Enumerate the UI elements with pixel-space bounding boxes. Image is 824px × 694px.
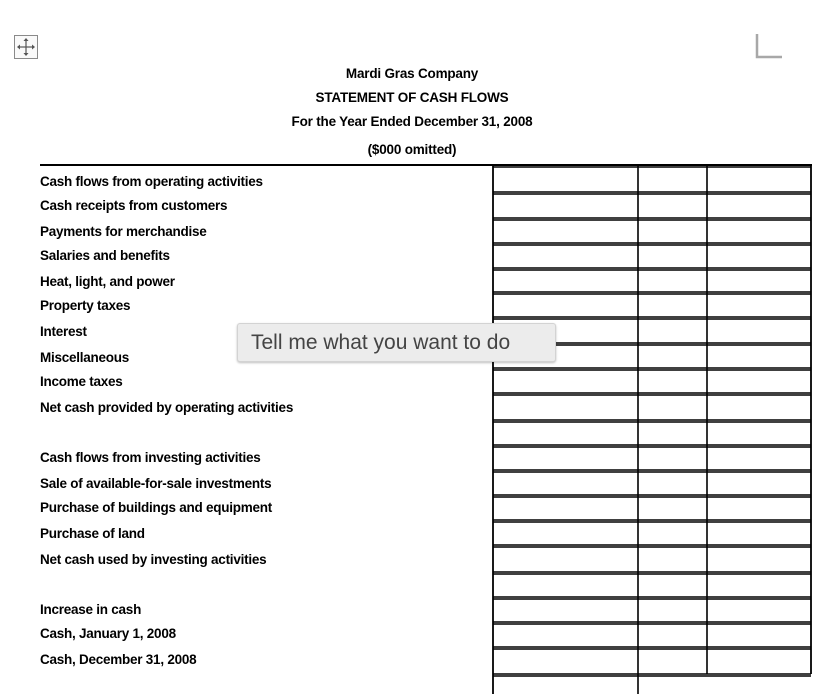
row-label: Heat, light, and power bbox=[40, 274, 175, 289]
row-label: Purchase of buildings and equipment bbox=[40, 500, 273, 515]
row-label: Interest bbox=[40, 324, 87, 339]
row-label: Cash, December 31, 2008 bbox=[40, 652, 197, 667]
row-label: Property taxes bbox=[40, 298, 131, 313]
row-label: Cash receipts from customers bbox=[40, 198, 228, 213]
row-label: Sale of available-for-sale investments bbox=[40, 476, 272, 491]
statement-title: STATEMENT OF CASH FLOWS bbox=[315, 90, 509, 105]
row-label: Salaries and benefits bbox=[40, 248, 170, 263]
row-label: Income taxes bbox=[40, 374, 123, 389]
row-label: Payments for merchandise bbox=[40, 224, 207, 239]
row-label: Cash flows from investing activities bbox=[40, 450, 261, 465]
tell-me-tooltip: Tell me what you want to do bbox=[237, 323, 556, 362]
row-label: Cash, January 1, 2008 bbox=[40, 626, 176, 641]
units-note: ($000 omitted) bbox=[367, 142, 457, 157]
row-label: Net cash used by investing activities bbox=[40, 552, 267, 567]
row-label: Increase in cash bbox=[40, 602, 142, 617]
company-name: Mardi Gras Company bbox=[345, 66, 479, 81]
statement-period: For the Year Ended December 31, 2008 bbox=[291, 114, 533, 129]
row-label: Purchase of land bbox=[40, 526, 145, 541]
row-label: Miscellaneous bbox=[40, 350, 130, 365]
row-label: Net cash provided by operating activities bbox=[40, 400, 294, 415]
row-label: Cash flows from operating activities bbox=[40, 174, 263, 189]
